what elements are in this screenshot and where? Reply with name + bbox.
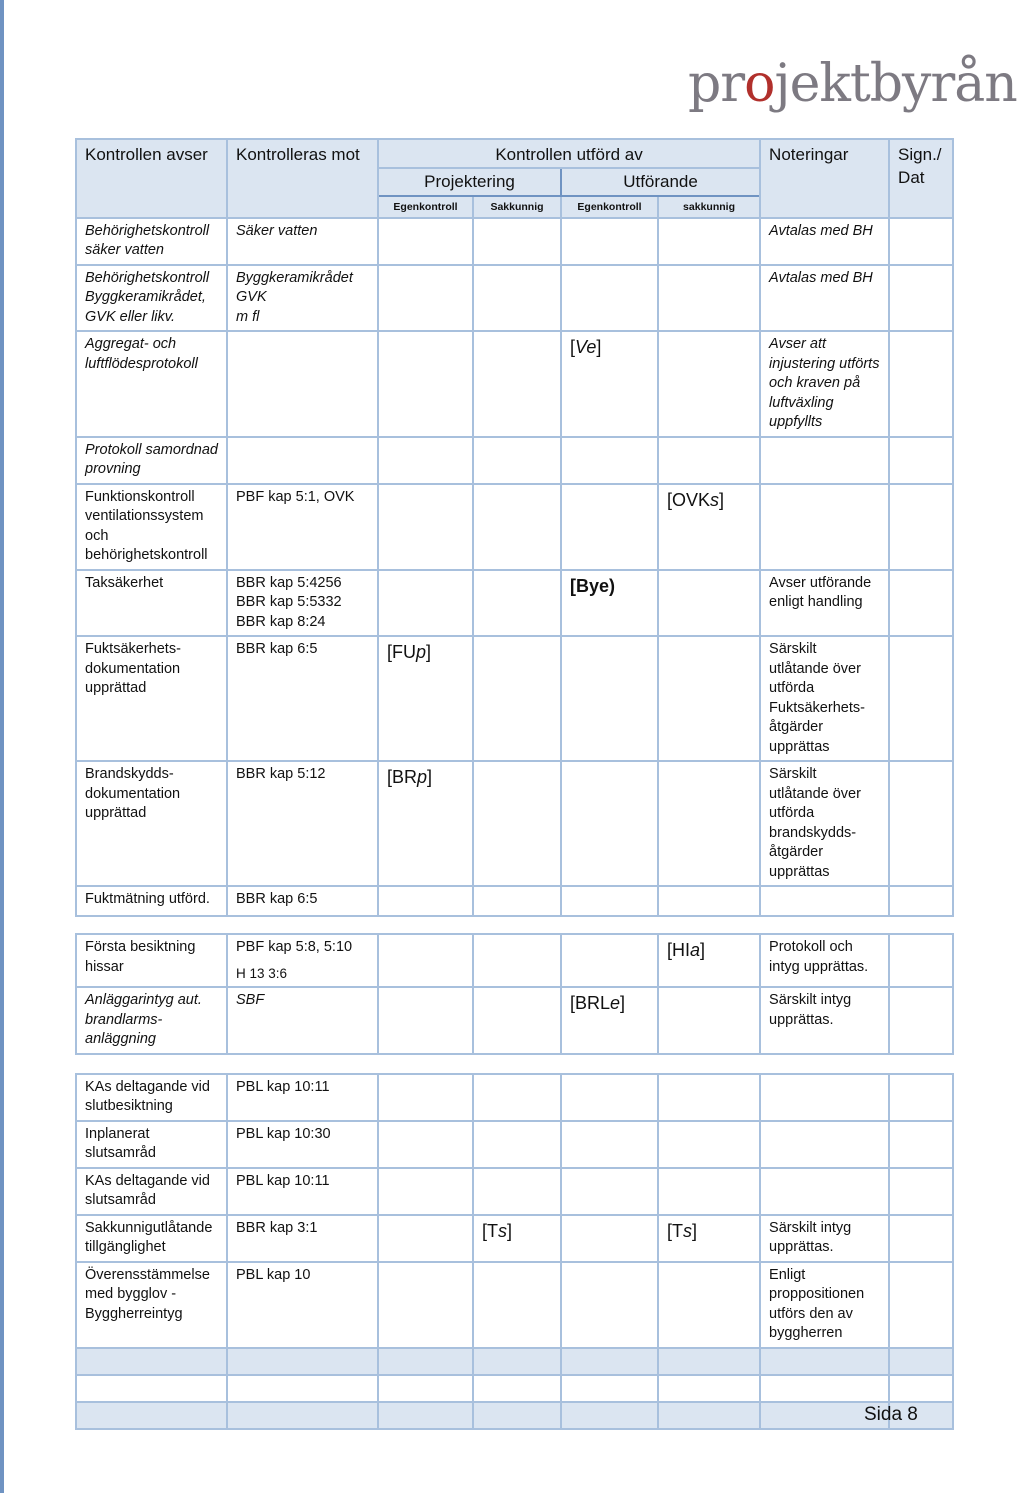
- row-reference: BBR kap 6:5: [227, 636, 378, 761]
- row-note: Avtalas med BH: [760, 265, 889, 332]
- row-reference: PBF kap 5:1, OVK: [227, 484, 378, 570]
- table-row: [76, 934, 953, 987]
- row-reference: PBL kap 10: [227, 1262, 378, 1348]
- row-code: [BRLe]: [561, 987, 658, 1054]
- table-row: [76, 484, 953, 570]
- table-row: [76, 761, 953, 886]
- table-row: [76, 570, 953, 637]
- table-row: [76, 636, 953, 761]
- row-code: [Ve]: [561, 331, 658, 437]
- table-row: [76, 1074, 953, 1121]
- row-label: Protokoll samordnad provning: [76, 437, 227, 484]
- table-row: [76, 886, 953, 916]
- row-code: [Ts]: [658, 1215, 760, 1262]
- row-code: [Ts]: [473, 1215, 561, 1262]
- projektbyran-logo: projektbyrån: [688, 54, 1017, 114]
- control-plan-table: [75, 138, 954, 1430]
- row-note: Särskilt intyg upprättas.: [760, 987, 889, 1054]
- row-code: [OVKs]: [658, 484, 760, 570]
- row-reference: PBF kap 5:8, 5:10 H 13 3:6: [227, 934, 378, 987]
- row-label: Sakkunnigutlåtande tillgänglighet: [76, 1215, 227, 1262]
- header-kontrollen-utford-av: Kontrollen utförd av: [378, 139, 760, 168]
- row-label: Taksäkerhet: [76, 570, 227, 637]
- table-row: [76, 265, 953, 332]
- table-row: [76, 1215, 953, 1262]
- table-row: [76, 1121, 953, 1168]
- row-reference: BBR kap 6:5: [227, 886, 378, 916]
- row-label: Funktionskontroll ventilationssystem och behörighetskontroll: [76, 484, 227, 570]
- row-code: [FUp]: [378, 636, 473, 761]
- header-row: [76, 139, 953, 168]
- table-row: [76, 1168, 953, 1215]
- table-row: [76, 1402, 953, 1429]
- row-label: Inplanerat slutsamråd: [76, 1121, 227, 1168]
- row-label: Brandskydds- dokumentation upprättad: [76, 761, 227, 886]
- table-row: [76, 218, 953, 265]
- table-row: [76, 987, 953, 1054]
- row-reference: SBF: [227, 987, 378, 1054]
- header-projektering: Projektering: [378, 168, 561, 196]
- row-label: Första besiktning hissar: [76, 934, 227, 987]
- row-label: KAs deltagande vid slutsamråd: [76, 1168, 227, 1215]
- row-note: Särskilt utlåtande över utförda brandskydds-åtgärder upprättas: [760, 761, 889, 886]
- header-utforande: Utförande: [561, 168, 760, 196]
- row-label: Överensstämmelse med bygglov - Byggherreintyg: [76, 1262, 227, 1348]
- row-reference: BBR kap 5:12: [227, 761, 378, 886]
- header-egenkontroll-2: Egenkontroll: [561, 196, 658, 218]
- row-note: Protokoll och intyg upprättas.: [760, 934, 889, 987]
- row-note: Enligt proppositionen utförs den av byggherren: [760, 1262, 889, 1348]
- header-noteringar: Noteringar: [760, 139, 889, 218]
- header-egenkontroll-1: Egenkontroll: [378, 196, 473, 218]
- row-reference: Säker vatten: [227, 218, 378, 265]
- row-label: Anläggarintyg aut. brandlarms-anläggning: [76, 987, 227, 1054]
- row-note: Avser utförande enligt handling: [760, 570, 889, 637]
- row-label: Behörighetskontroll säker vatten: [76, 218, 227, 265]
- table-row: [76, 1348, 953, 1375]
- row-code: [BRp]: [378, 761, 473, 886]
- page-number: Sida 8: [864, 1404, 918, 1425]
- row-note: Särskilt utlåtande över utförda Fuktsäkerhets-åtgärder upprättas: [760, 636, 889, 761]
- table-row: [76, 1375, 953, 1402]
- header-sakkunnig-2: sakkunnig: [658, 196, 760, 218]
- row-label: Fuktsäkerhets- dokumentation upprättad: [76, 636, 227, 761]
- row-reference: PBL kap 10:11: [227, 1074, 378, 1121]
- row-note: Särskilt intyg upprättas.: [760, 1215, 889, 1262]
- page-left-rule: [0, 0, 4, 1493]
- header-kontrollen-avser: Kontrollen avser: [76, 139, 227, 218]
- row-reference: BBR kap 5:4256 BBR kap 5:5332 BBR kap 8:24: [227, 570, 378, 637]
- row-note: Avtalas med BH: [760, 218, 889, 265]
- row-label: Fuktmätning utförd.: [76, 886, 227, 916]
- row-note: Avser att injustering utförts och kraven på luftväxling uppfyllts: [760, 331, 889, 437]
- row-reference: BBR kap 3:1: [227, 1215, 378, 1262]
- header-sign-dat: Sign./ Dat: [889, 139, 953, 218]
- header-kontrolleras-mot: Kontrolleras mot: [227, 139, 378, 218]
- row-reference: PBL kap 10:30: [227, 1121, 378, 1168]
- table-row: [76, 331, 953, 437]
- row-label: Behörighetskontroll Byggkeramikrådet, GVK eller likv.: [76, 265, 227, 332]
- row-reference: Byggkeramikrådet GVK m fl: [227, 265, 378, 332]
- table-row: [76, 437, 953, 484]
- row-reference: PBL kap 10:11: [227, 1168, 378, 1215]
- row-label: KAs deltagande vid slutbesiktning: [76, 1074, 227, 1121]
- row-code: [HIa]: [658, 934, 760, 987]
- row-code: [Bye): [561, 570, 658, 637]
- table-row: [76, 1262, 953, 1348]
- header-sakkunnig-1: Sakkunnig: [473, 196, 561, 218]
- row-label: Aggregat- och luftflödesprotokoll: [76, 331, 227, 437]
